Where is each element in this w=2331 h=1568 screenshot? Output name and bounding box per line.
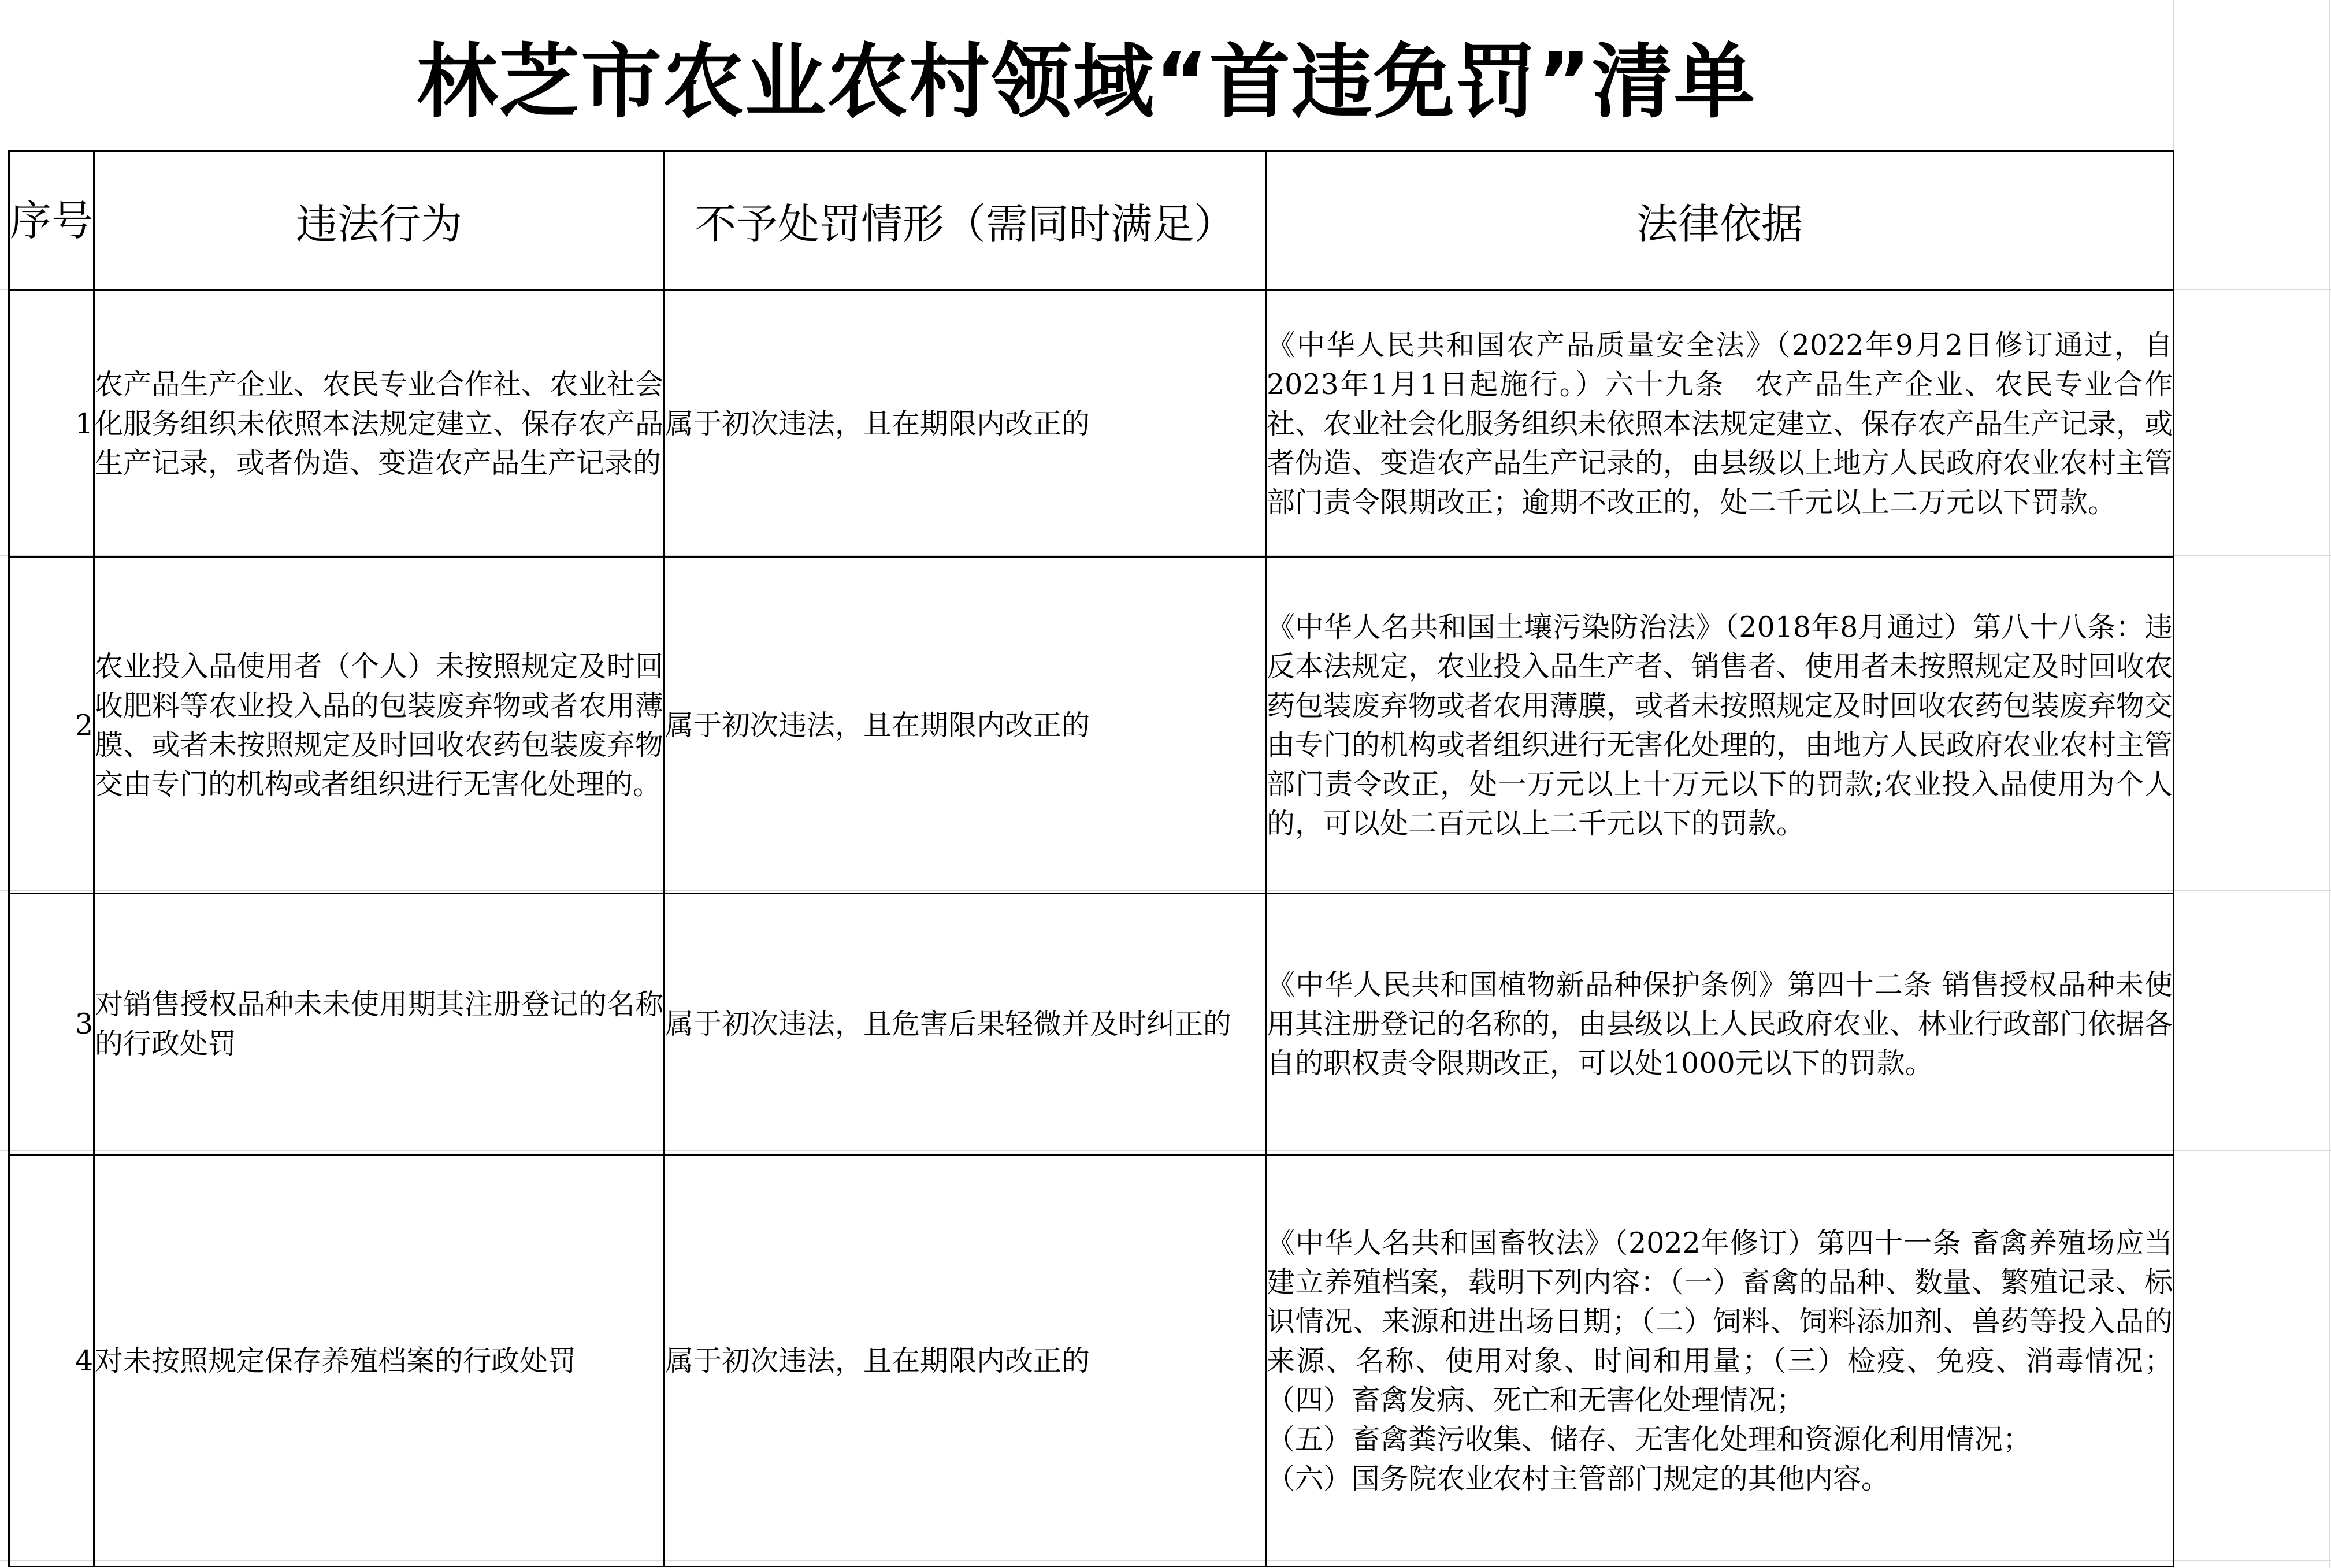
row-seq: 4 <box>9 1155 94 1567</box>
header-seq: 序号 <box>9 151 94 291</box>
gridline <box>2329 0 2330 1568</box>
row-condition: 属于初次违法，且在期限内改正的 <box>665 1155 1266 1567</box>
row-behavior: 农产品生产企业、农民专业合作社、农业社会化服务组织未依照本法规定建立、保存农产品生产记录，或者伪造、变造农产品生产记录的 <box>94 291 665 558</box>
row-basis: 《中华人民共和国农产品质量安全法》（2022年9月2日修订通过，自2023年1月1日起施行。）六十九条 农产品生产企业、农民专业合作社、农业社会化服务组织未依照本法规定建立、保存农产品生产记录，或者伪造、变造农产品生产记录的，由县级以上地方人民政府农业农村主管部门责令限期改正；逾期不改正的，处二千元以上二万元以下罚款。 <box>1266 291 2174 558</box>
row-condition: 属于初次违法，且危害后果轻微并及时纠正的 <box>665 894 1266 1155</box>
table-header-row <box>9 151 2174 291</box>
row-basis <box>1266 1155 2174 1567</box>
row-seq: 1 <box>9 291 94 558</box>
penalty-exemption-table <box>8 150 2174 1567</box>
header-behavior: 违法行为 <box>94 151 665 291</box>
row-basis: 《中华人民共和国植物新品种保护条例》第四十二条 销售授权品种未使用其注册登记的名称的，由县级以上人民政府农业、林业行政部门依据各自的职权责令限期改正，可以处1000元以下的罚款。 <box>1266 894 2174 1155</box>
row-condition: 属于初次违法，且在期限内改正的 <box>665 291 1266 558</box>
row-behavior: 对销售授权品种未未使用期其注册登记的名称的行政处罚 <box>94 894 665 1155</box>
row-seq: 2 <box>9 558 94 894</box>
row-behavior: 农业投入品使用者（个人）未按照规定及时回收肥料等农业投入品的包装废弃物或者农用薄膜、或者未按照规定及时回收农药包装废弃物交由专门的机构或者组织进行无害化处理的。 <box>94 558 665 894</box>
table-row <box>9 1155 2174 1567</box>
row-seq: 3 <box>9 894 94 1155</box>
table-row <box>9 558 2174 894</box>
row-condition: 属于初次违法，且在期限内改正的 <box>665 558 1266 894</box>
table-row <box>9 291 2174 558</box>
header-condition: 不予处罚情形（需同时满足） <box>665 151 1266 291</box>
row-behavior: 对未按照规定保存养殖档案的行政处罚 <box>94 1155 665 1567</box>
row-basis: 《中华人名共和国土壤污染防治法》（2018年8月通过）第八十八条：违反本法规定，农业投入品生产者、销售者、使用者未按照规定及时回收农药包装废弃物或者农用薄膜，或者未按照规定及时回收农药包装废弃物交由专门的机构或者组织进行无害化处理的，由地方人民政府农业农村主管部门责令改正，处一万元以上十万元以下的罚款;农业投入品使用为个人的，可以处二百元以上二千元以下的罚款。 <box>1266 558 2174 894</box>
basis-paragraph: （五）畜禽粪污收集、储存、无害化处理和资源化利用情况； <box>1267 1422 2032 1456</box>
basis-paragraph: （六）国务院农业农村主管部门规定的其他内容。 <box>1267 1462 1890 1495</box>
header-basis: 法律依据 <box>1266 151 2174 291</box>
page-title: 林芝市农业农村领域“首违免罚”清单 <box>416 35 1757 129</box>
basis-paragraph: 《中华人名共和国畜牧法》（2022年修订）第四十一条 畜禽养殖场应当建立养殖档案，载明下列内容：（一）畜禽的品种、数量、繁殖记录、标识情况、来源和进出场日期；（二）饲料、饲料添加剂、兽药等投入品的来源、名称、使用对象、时间和用量；（三）检疫、免疫、消毒情况；（四）畜禽发病、死亡和无害化处理情况； <box>1267 1226 2173 1417</box>
table-row <box>9 894 2174 1155</box>
